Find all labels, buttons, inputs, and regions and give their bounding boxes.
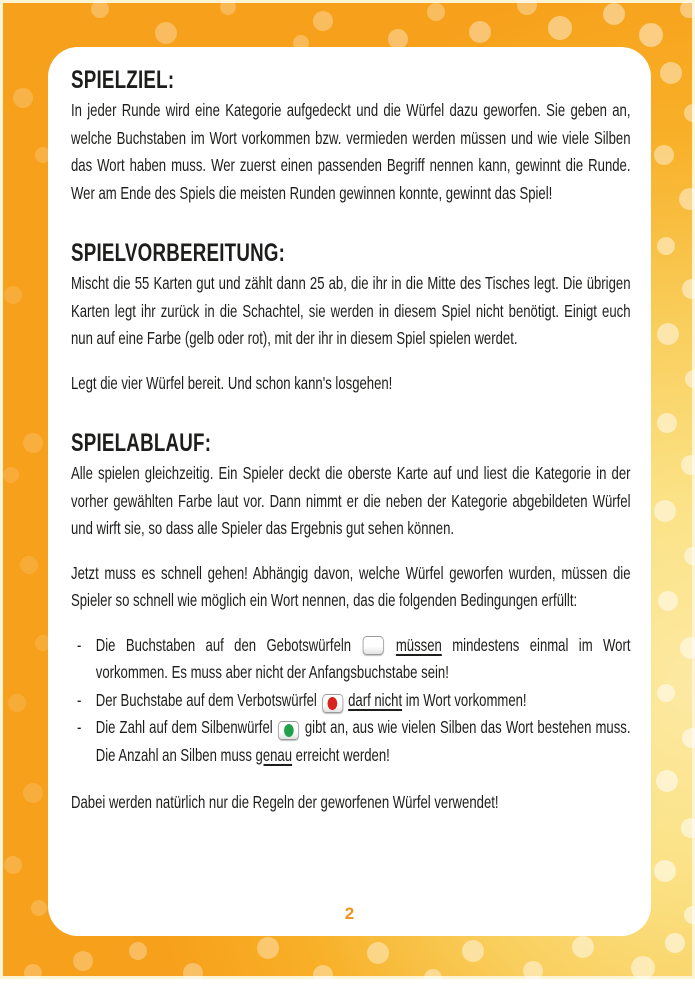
decorative-dot	[665, 933, 685, 953]
decorative-dot	[183, 963, 203, 983]
underlined-keyword: müssen	[395, 634, 442, 655]
decorative-dot	[603, 3, 625, 25]
section-spielvorbereitung	[71, 240, 631, 397]
decorative-dot	[91, 0, 109, 18]
decorative-dot	[656, 770, 678, 792]
decorative-dot	[388, 29, 408, 49]
decorative-dot	[155, 22, 177, 44]
decorative-dot	[681, 455, 695, 475]
bullet-marker: -	[77, 689, 82, 710]
decorative-dot	[654, 145, 674, 165]
decorative-dot	[657, 413, 677, 433]
underlined-keyword: darf nicht	[348, 689, 403, 710]
decorative-dot	[680, 637, 695, 659]
decorative-dot	[462, 940, 484, 962]
decorative-dot	[424, 969, 442, 987]
decorative-dot	[24, 964, 42, 982]
condition-item	[71, 714, 631, 769]
decorative-dot	[23, 433, 43, 453]
decorative-dot	[313, 965, 333, 985]
conditions-list	[71, 632, 631, 770]
decorative-dot	[682, 279, 695, 299]
decorative-dot	[654, 860, 676, 882]
section-heading-spielziel: SPIELZIEL:	[71, 66, 175, 94]
forbidden-letter-die-icon	[322, 694, 343, 713]
decorative-dot	[257, 937, 279, 959]
section-heading-spielvorbereitung: SPIELVORBEREITUNG:	[71, 239, 286, 267]
decorative-dot	[523, 961, 543, 981]
decorative-dot	[631, 956, 655, 980]
decorative-dot	[684, 547, 695, 565]
decorative-dot	[685, 370, 695, 388]
decorative-dot	[220, 0, 236, 15]
paragraph-spielziel: In jeder Runde wird eine Kategorie aufgedeckt und die Würfel dazu geworfen. Sie geben an, welche Buchstaben im Wort vorkommen bzw. vermieden werden müssen und wie viele Silben das Wort haben muss. Wer zuerst einen passenden Begriff nennen kann, gewinnt die Runde. Wer am Ende des Spiels die meisten Runden gewinnen konnte, gewinnt das Spiel!	[71, 100, 631, 203]
section-spielziel	[71, 67, 631, 207]
decorative-dot	[657, 237, 675, 255]
closing-note: Dabei werden natürlich nur die Regeln der geworfenen Würfel verwendet!	[71, 792, 499, 812]
underlined-keyword: genau	[255, 744, 293, 765]
paragraph-wuerfel-bereit: Legt die vier Würfel bereit. Und schon kann's losgehen!	[71, 372, 393, 393]
decorative-dot	[31, 900, 47, 916]
rules-content	[71, 67, 631, 817]
paragraph-schnell: Jetzt muss es schnell gehen! Abhängig davon, welche Würfel geworfen wurden, müssen die Spieler so schnell wie möglich ein Wort nennen, das die folgenden Bedingungen erfüllt:	[71, 562, 631, 610]
decorative-dot	[427, 3, 445, 21]
decorative-dot	[660, 62, 682, 84]
decorative-dot	[657, 323, 679, 345]
decorative-dot	[129, 942, 147, 960]
rules-card	[48, 47, 651, 936]
decorative-dot	[572, 936, 594, 958]
bullet-marker: -	[77, 634, 82, 655]
decorative-dot	[548, 16, 572, 40]
decorative-dot	[657, 684, 675, 702]
decorative-dot	[13, 88, 33, 108]
decorative-dot	[517, 0, 537, 15]
condition-item	[71, 632, 631, 687]
section-spielablauf	[71, 430, 631, 817]
section-heading-spielablauf: SPIELABLAUF:	[71, 429, 212, 457]
decorative-dot	[679, 188, 695, 210]
blank-die-icon	[363, 636, 384, 655]
decorative-dot	[4, 856, 22, 874]
decorative-dot	[20, 556, 38, 574]
decorative-dot	[680, 0, 695, 18]
decorative-dot	[684, 906, 695, 924]
decorative-dot	[681, 818, 695, 838]
bullet-marker: -	[77, 717, 82, 737]
paragraph-ablauf: Alle spielen gleichzeitig. Ein Spieler deckt die oberste Karte auf und liest die Kategorie in der vorher gewählten Farbe laut vor. Dann nimmt er die neben der Kategorie abgebildeten Würfel und wirft sie, so dass alle Spieler das Ergebnis gut sehen können.	[71, 463, 631, 538]
decorative-dot	[313, 11, 333, 31]
decorative-dot	[4, 286, 22, 304]
condition-text: Die Buchstaben auf den Gebotswürfeln müssen mindestens einmal im Wort vorkommen. Es muss aber nicht der Anfangsbuchstabe sein!	[95, 634, 631, 682]
paragraph-vorbereitung: Mischt die 55 Karten gut und zählt dann 25 ab, die ihr in die Mitte des Tisches legt. Die übrigen Karten legt ihr zurück in die Schachtel, sie werden in diesem Spiel nicht benötigt. Einigt euch nun auf eine Farbe (gelb oder rot), mit der ihr in diesem Spiel spielen werdet.	[71, 273, 631, 348]
decorative-dot	[367, 942, 389, 964]
decorative-dot	[3, 467, 19, 483]
decorative-dot	[469, 21, 491, 43]
decorative-dot	[8, 694, 26, 712]
condition-text: Die Zahl auf dem Silbenwürfel gibt an, aus wie vielen Silben das Wort bestehen muss. Die Anzahl an Silben muss genau erreicht werden!	[95, 717, 631, 765]
decorative-dot	[73, 951, 93, 971]
syllable-die-icon	[278, 721, 299, 740]
decorative-dot	[684, 104, 695, 122]
condition-text: Der Buchstabe auf dem Verbotswürfel darf nicht im Wort vorkommen!	[96, 687, 631, 715]
page-number: 2	[344, 904, 355, 923]
decorative-dot	[658, 591, 678, 611]
decorative-dot	[23, 783, 43, 803]
decorative-dot	[682, 728, 695, 748]
condition-item	[71, 687, 631, 715]
decorative-dot	[639, 23, 663, 47]
decorative-dot	[654, 500, 676, 522]
